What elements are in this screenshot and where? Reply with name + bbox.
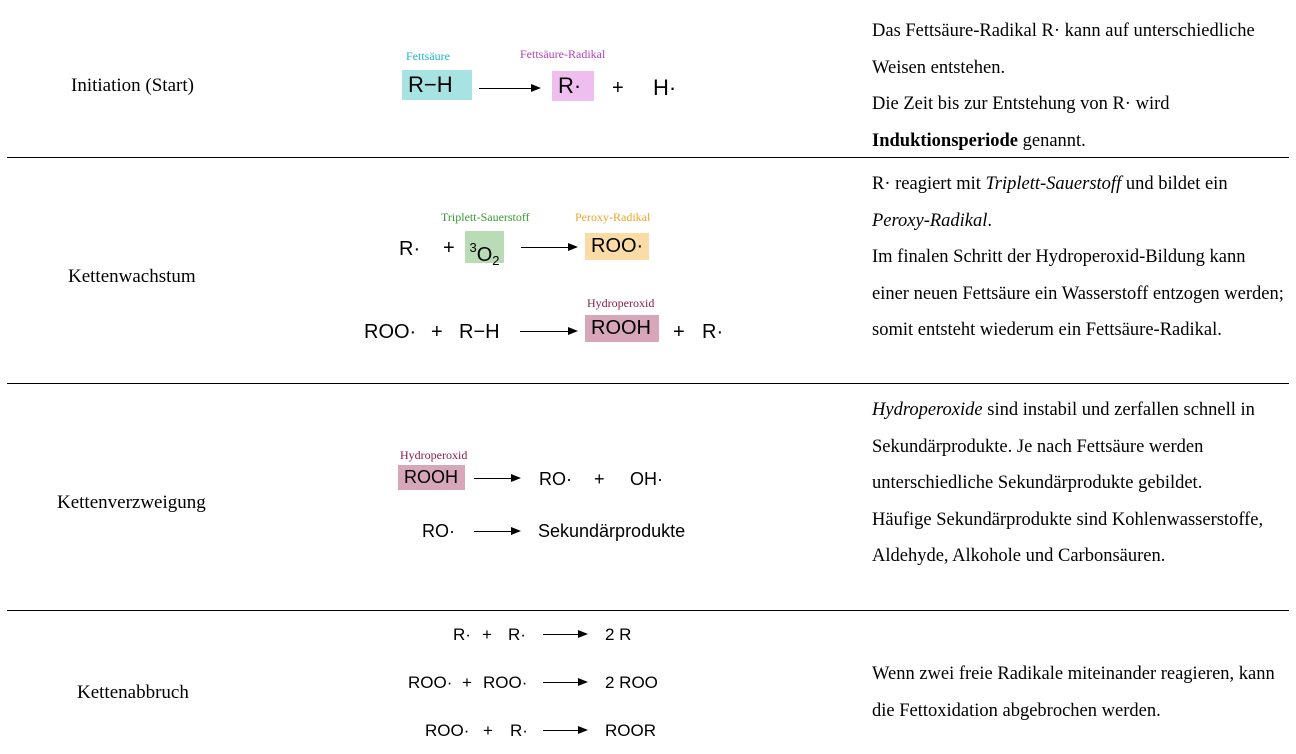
- reaction-arrow: [543, 730, 586, 731]
- reactant-ro-radikal: RO·: [422, 521, 455, 541]
- label-triplett-sauerstoff: Triplett-Sauerstoff: [441, 210, 530, 224]
- reaction-arrow: [479, 88, 539, 89]
- reaction-arrow: [520, 331, 576, 332]
- label-hydroperoxid: Hydroperoxid: [587, 296, 655, 310]
- stage-kettenverzweigung: Kettenverzweigung: [57, 492, 206, 513]
- plus: +: [431, 321, 443, 343]
- reaction-arrow: [543, 682, 586, 683]
- reactant-fettsaeure: R−H: [402, 70, 472, 100]
- product-r-radikal: R·: [702, 321, 724, 343]
- product-ro-radikal: RO·: [539, 469, 572, 489]
- desc-verzweigung-b: Häufige Sekundärprodukte sind Kohlenwasserstoffe, Aldehyde, Alkohole und Carbonsäuren.: [872, 509, 1264, 567]
- plus: +: [673, 321, 685, 343]
- row-divider: [7, 610, 1289, 611]
- desc-initiation-line1: Das Fettsäure-Radikal R· kann auf unterschiedliche Weisen entstehen.: [872, 21, 1255, 78]
- desc-kettenabbruch: Wenn zwei freie Radikale miteinander reagieren, kann die Fettoxidation abgebrochen werden.: [872, 664, 1275, 721]
- product-sekundaerprodukte: Sekundärprodukte: [538, 521, 686, 541]
- desc-initiation: [872, 13, 1287, 159]
- product-peroxy-radikal: ROO·: [585, 233, 649, 260]
- desc-kettenwachstum: [872, 166, 1287, 349]
- reactant-r-radikal: R·: [399, 238, 421, 260]
- product-roor: ROOR: [605, 721, 656, 740]
- reactant-peroxy-radikal: ROO·: [364, 321, 417, 343]
- row-divider: [7, 383, 1289, 384]
- label-peroxy-radikal: Peroxy-Radikal: [575, 210, 651, 224]
- plus: +: [612, 77, 624, 99]
- label-fettsaeure-radikal: Fettsäure-Radikal: [520, 47, 606, 61]
- plus: +: [482, 625, 492, 644]
- plus: +: [443, 237, 455, 259]
- product-2r: 2 R: [605, 625, 632, 644]
- reaction-arrow: [474, 531, 519, 532]
- product-h-radikal: H·: [653, 75, 677, 100]
- product-radikal: R·: [552, 71, 594, 101]
- reactant-r-radikal: R·: [508, 625, 526, 644]
- reactant-peroxy-radikal: ROO·: [425, 721, 470, 740]
- stage-initiation: Initiation (Start): [71, 75, 194, 96]
- desc-kettenverzweigung: [872, 392, 1287, 575]
- plus: +: [594, 469, 605, 489]
- reactant-peroxy-radikal: ROO·: [408, 673, 453, 692]
- row-divider: [7, 157, 1289, 158]
- desc-verzweigung-a: Hydroperoxide sind instabil und zerfallen schnell in Sekundärprodukte. Je nach Fettsäure werden unterschiedliche Sekundärprodukte gebildet.: [872, 400, 1255, 494]
- reactant-peroxy-radikal: ROO·: [483, 673, 528, 692]
- label-hydroperoxid: Hydroperoxid: [400, 448, 468, 462]
- product-hydroperoxid: ROOH: [585, 315, 659, 342]
- label-fettsaeure: Fettsäure: [406, 49, 450, 63]
- reactant-hydroperoxid: ROOH: [398, 465, 465, 490]
- desc-wachstum-a: R· reagiert mit Triplett-Sauerstoff und bildet ein Peroxy-Radikal.: [872, 174, 1228, 231]
- plus: +: [483, 721, 493, 740]
- stage-kettenwachstum: Kettenwachstum: [68, 266, 196, 287]
- reactant-triplett-sauerstoff: $^3O_2$: [465, 231, 504, 263]
- reactant-r-radikal: R·: [453, 625, 471, 644]
- desc-wachstum-c: Im finalen Schritt der Hydroperoxid-Bildung kann einer neuen Fettsäure ein Wasserstoff entzogen werden; somit entsteht wiederum ein Fettsäure-Radikal.: [872, 247, 1284, 341]
- product-oh-radikal: OH·: [630, 469, 663, 489]
- reactant-r-radikal: R·: [510, 721, 528, 740]
- plus: +: [462, 673, 472, 692]
- term-induktionsperiode: Induktionsperiode: [872, 130, 1018, 151]
- reaction-arrow: [521, 247, 576, 248]
- desc-initiation-line2: Die Zeit bis zur Entstehung von R· wird Induktionsperiode genannt.: [872, 94, 1170, 151]
- reaction-arrow: [474, 478, 519, 479]
- stage-kettenabbruch: Kettenabbruch: [77, 682, 189, 703]
- product-2roo: 2 ROO: [605, 673, 658, 692]
- reactant-fettsaeure: R−H: [459, 321, 500, 343]
- reaction-arrow: [543, 634, 586, 635]
